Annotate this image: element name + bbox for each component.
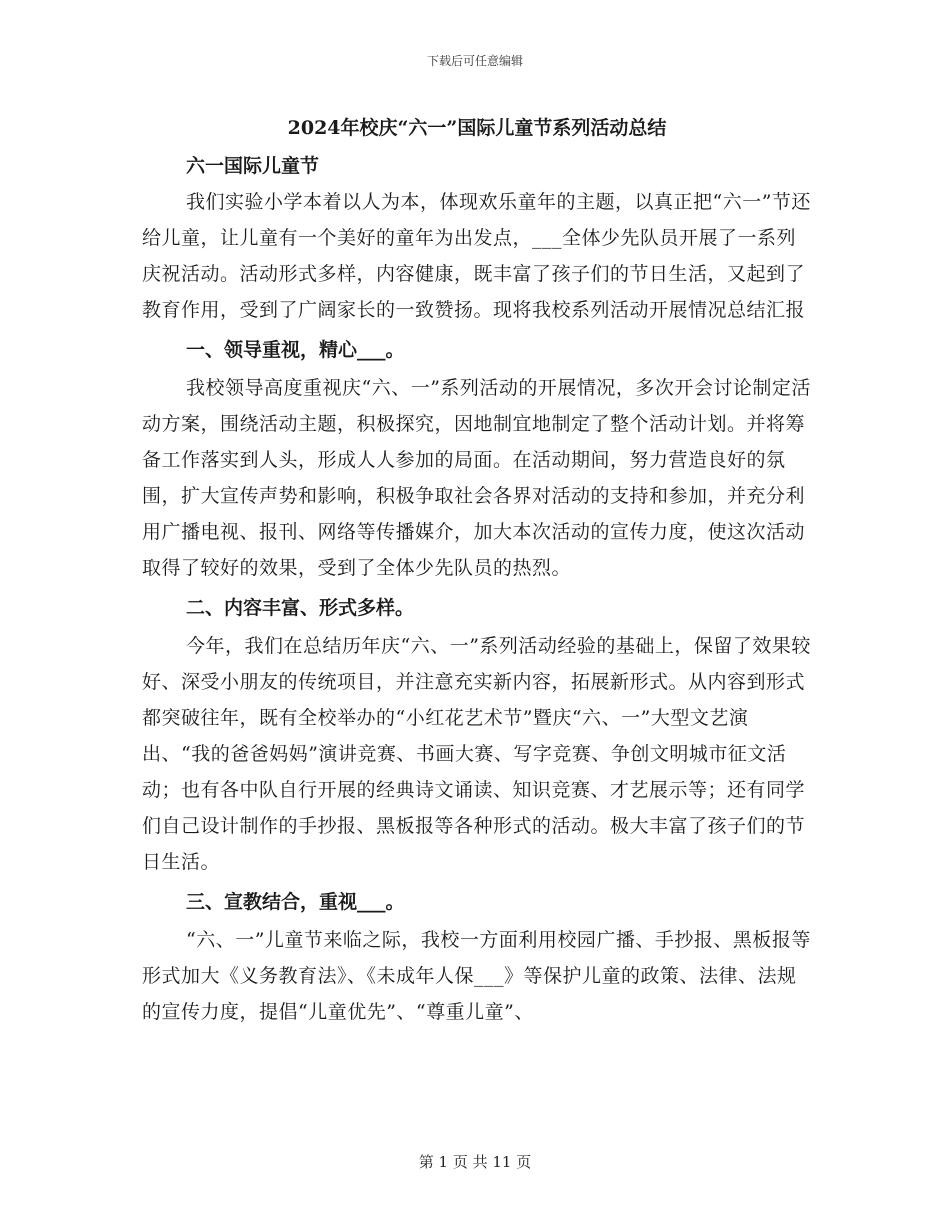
document-title: 2024年校庆“六一”国际儿童节系列活动总结 (287, 117, 667, 139)
section-heading-1: 一、领导重视，精心___。 (186, 339, 405, 361)
section-heading-2: 二、内容丰富、形式多样。 (186, 597, 415, 619)
section-body-2: 今年，我们在总结历年庆“六、一”系列活动经验的基础上，保留了效果较好、深受小朋友的传统项目，并注意充实新内容，拓展新形式。从内容到形式都突破往年，既有全校举办的“小红花艺术节”暨庆“六、一”大型文艺演出、“我的爸爸妈妈”演讲竞赛、书画大赛、写字竞赛、争创文明城市征文活动；也有各中队自行开展的经典诗文诵读、知识竞赛、才艺展示等；还有同学们自己设计制作的手抄报、黑板报等各种形式的活动。极大丰富了孩子们的节日生活。 (142, 635, 811, 873)
page-number: 第 1 页 共 11 页 (418, 1153, 532, 1171)
section-body-3: “六、一”儿童节来临之际，我校一方面利用校园广播、手抄报、黑板报等形式加大《义务教育法》、《未成年人保___》等保护儿童的政策、法律、法规的宣传力度，提倡“儿童优先”、“尊重儿童”、 (142, 929, 811, 1023)
document-subtitle: 六一国际儿童节 (186, 155, 320, 177)
intro-paragraph: 我们实验小学本着以人为本，体现欢乐童年的主题，以真正把“六一”节还给儿童，让儿童有一个美好的童年为出发点，___全体少先队员开展了一系列庆祝活动。活动形式多样，内容健康，既丰富了孩子们的节日生活，又起到了教育作用，受到了广阔家长的一致赞扬。现将我校系列活动开展情况总结汇报 (142, 191, 811, 321)
document-body (142, 108, 812, 1030)
section-heading-3: 三、宣教结合，重视___。 (186, 891, 405, 913)
header-note: 下载后可任意编辑 (426, 54, 523, 68)
section-body-1: 我校领导高度重视庆“六、一”系列活动的开展情况，多次开会讨论制定活动方案，围绕活动主题，积极探究，因地制宜地制定了整个活动计划。并将筹备工作落实到人头，形成人人参加的局面。在活动期间，努力营造良好的氛围，扩大宣传声势和影响，积极争取社会各界对活动的支持和参加，并充分利用广播电视、报刊、网络等传播媒介，加大本次活动的宣传力度，使这次活动取得了较好的效果，受到了全体少先队员的热烈。 (142, 377, 811, 579)
